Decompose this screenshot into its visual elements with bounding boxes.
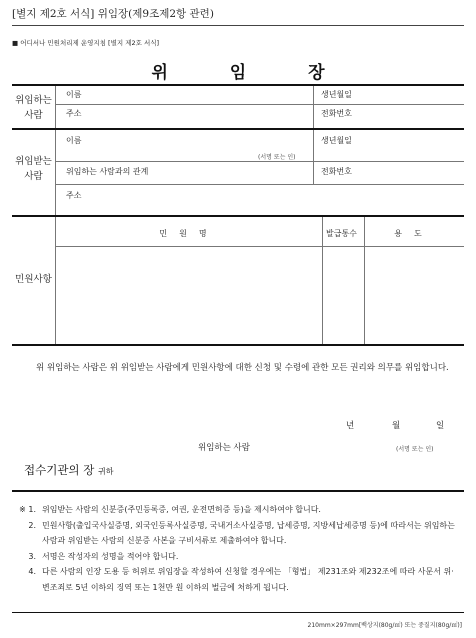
note-item: 4. 다른 사람의 인장 도용 등 허위로 위임장을 작성하여 신청할 경우에는 「형법」 제231조와 제232조에 따라 사문서 위·변조죄로 5년 이하의 징역 또는 1천만 원 이하의 벌금에 처하게 됩니다. bbox=[18, 564, 458, 595]
notes-list bbox=[18, 502, 458, 595]
note-text: 다른 사람의 인장 도용 등 허위로 위임장을 작성하여 신청할 경우에는 「형법」 제231조와 제232조에 따라 사문서 위·변조죄로 5년 이하의 징역 또는 1천만 원 이하의 벌금에 처하게 됩니다. bbox=[42, 567, 454, 592]
delegator-phone-label: 전화번호 bbox=[321, 109, 352, 118]
date-day: 일 bbox=[436, 421, 445, 431]
col-divider bbox=[364, 217, 365, 344]
delegate-sign-hint: (서명 또는 인) bbox=[258, 154, 296, 161]
section-border bbox=[12, 215, 464, 217]
note-item: 2. 민원사항(출입국사실증명, 외국인등록사실증명, 국내거소사실증명, 납세증명, 지방세납세증명 등)에 따라서는 위임하는 사람과 위임받는 사람의 신분증 사본을 구비서류로 제출하여야 합니다. bbox=[18, 518, 458, 549]
note-text: 민원사항(출입국사실증명, 외국인등록사실증명, 국내거소사실증명, 납세증명, 지방세납세증명 등)에 따라서는 위임하는 사람과 위임받는 사람의 신분증 사본을 구비서류로 제출하여야 합니다. bbox=[42, 520, 455, 545]
delegation-statement: 위 위임하는 사람은 위 위임받는 사람에게 민원사항에 대한 신청 및 수령에 관한 모든 권리와 의무를 위임합니다. bbox=[36, 363, 449, 373]
date-year: 년 bbox=[346, 421, 355, 431]
paper-spec: 210mm×297mm[백상지(80g/㎡) 또는 중질지(80g/㎡)] bbox=[307, 622, 462, 629]
col-header-items: 민원명 bbox=[159, 229, 219, 238]
note-item: 3. 서명은 작성자의 성명을 적어야 합니다. bbox=[18, 549, 458, 565]
delegator-col-divider bbox=[313, 86, 314, 128]
note-mark: ※ bbox=[19, 505, 26, 514]
header-row-divider bbox=[55, 246, 464, 247]
table-bottom-border bbox=[12, 344, 464, 346]
delegate-relation-label: 위임하는 사람과의 관계 bbox=[66, 167, 149, 176]
source-note: ■ 어디서나 민원처리제 운영지침 [별지 제2호 서식] bbox=[12, 39, 160, 47]
note-text: 서명은 작성자의 성명을 적어야 합니다. bbox=[42, 551, 179, 561]
section-border bbox=[12, 128, 464, 130]
signature-label: 위임하는 사람 bbox=[198, 443, 250, 453]
col-header-purpose: 용도 bbox=[394, 229, 434, 238]
delegate-section-label: 위임받는 사람 bbox=[15, 156, 52, 182]
top-rule bbox=[12, 25, 464, 26]
notes-top-border bbox=[12, 490, 464, 492]
col-header-copies: 발급통수 bbox=[326, 229, 357, 238]
delegate-name-label: 이름 bbox=[66, 136, 82, 145]
row-divider bbox=[55, 104, 464, 105]
receiver bbox=[24, 462, 113, 478]
col-divider bbox=[322, 217, 323, 344]
delegate-address-label: 주소 bbox=[66, 191, 82, 200]
receiver-suffix: 귀하 bbox=[97, 467, 114, 476]
signature-hint: (서명 또는 인) bbox=[396, 446, 434, 453]
delegate-birth-label: 생년월일 bbox=[321, 136, 352, 145]
footer-rule bbox=[12, 612, 464, 613]
row-divider bbox=[55, 161, 464, 162]
form-reference: [별지 제2호 서식] 위임장(제9조제2항 관련) bbox=[12, 8, 214, 20]
delegator-section-label: 위임하는 사람 bbox=[15, 95, 52, 121]
document-title: 위 임 장 bbox=[151, 63, 353, 83]
date-month: 월 bbox=[392, 421, 401, 431]
note-text: 위임받는 사람의 신분증(주민등록증, 여권, 운전면허증 등)을 제시하여야 합니다. bbox=[42, 505, 321, 514]
delegate-col-divider bbox=[313, 130, 314, 184]
delegator-birth-label: 생년월일 bbox=[321, 90, 352, 99]
civil-affairs-section-label: 민원사항 bbox=[15, 274, 52, 285]
receiver-label: 접수기관의 장 bbox=[24, 463, 95, 477]
delegator-name-label: 이름 bbox=[66, 90, 82, 99]
note-item: ※ 1. 위임받는 사람의 신분증(주민등록증, 여권, 운전면허증 등)을 제시하여야 합니다. bbox=[18, 502, 458, 518]
table-top-border bbox=[12, 84, 464, 86]
delegate-phone-label: 전화번호 bbox=[321, 167, 352, 176]
row-divider bbox=[55, 184, 464, 185]
delegator-address-label: 주소 bbox=[66, 109, 82, 118]
